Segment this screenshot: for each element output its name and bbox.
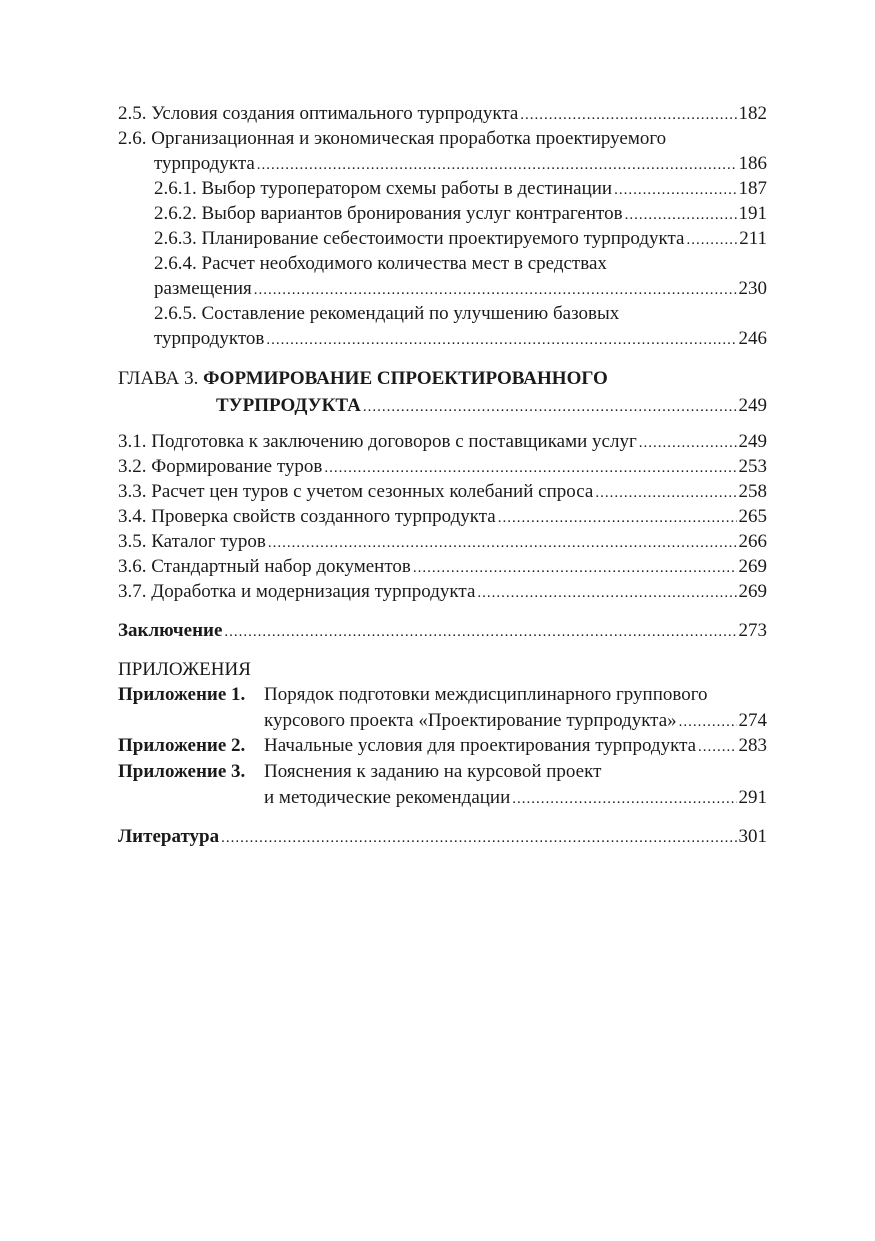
dot-leader xyxy=(224,620,736,645)
toc-title: Проверка свойств созданного турпродукта xyxy=(151,506,496,527)
dot-leader xyxy=(257,153,737,178)
toc-entry-3-7 xyxy=(118,579,767,604)
toc-page: 211 xyxy=(739,228,767,249)
toc-title: Выбор туроператором схемы работы в дестинации xyxy=(201,178,613,199)
appendix-label: Приложение 2. xyxy=(118,735,246,756)
toc-entry-2-6-1 xyxy=(118,176,767,201)
toc-number: 2.6.3. xyxy=(154,228,197,249)
toc-title: и методические рекомендации xyxy=(264,787,511,808)
toc-entry-3-4 xyxy=(118,504,767,529)
toc-title: Подготовка к заключению договоров с поставщиками услуг xyxy=(151,431,637,452)
toc-page: 273 xyxy=(738,620,767,641)
toc-page: 258 xyxy=(738,481,767,502)
toc-number: 3.6. xyxy=(118,556,147,577)
toc-page: 187 xyxy=(738,178,767,199)
toc-entry-literature xyxy=(118,824,767,849)
dot-leader xyxy=(477,581,736,606)
toc-entry-3-2 xyxy=(118,454,767,479)
dot-leader xyxy=(363,394,737,421)
toc-number: 3.4. xyxy=(118,506,147,527)
toc-page: 186 xyxy=(738,153,767,174)
appendix-label: Приложение 1. xyxy=(118,684,246,705)
toc-entry-3-6 xyxy=(118,554,767,579)
toc-number: 2.6.1. xyxy=(154,178,197,199)
toc-page: 301 xyxy=(738,826,767,847)
toc-entry-2-6-2 xyxy=(118,201,767,226)
toc-page: 249 xyxy=(738,431,767,452)
dot-leader xyxy=(698,734,736,760)
toc-title: Порядок подготовки междисциплинарного группового xyxy=(264,684,708,705)
chapter-title: ТУРПРОДУКТА xyxy=(216,395,361,416)
toc-title: Доработка и модернизация турпродукта xyxy=(151,581,476,602)
dot-leader xyxy=(625,203,737,228)
toc-title: Литература xyxy=(118,826,220,847)
toc-page: 269 xyxy=(738,556,767,577)
toc-page: 274 xyxy=(738,710,767,731)
toc-entry-2-6-5-cont xyxy=(118,326,767,351)
toc-title: Формирование туров xyxy=(151,456,323,477)
toc-entry-appendix-2 xyxy=(118,733,767,759)
toc-page: 182 xyxy=(738,103,767,124)
appendices-heading xyxy=(118,657,767,682)
toc-title: турпродукта xyxy=(154,153,255,174)
toc-entry-2-6-4-cont xyxy=(118,276,767,301)
dot-leader xyxy=(268,531,737,556)
toc-entry-2-5 xyxy=(118,101,767,126)
toc-entry-3-3 xyxy=(118,479,767,504)
dot-leader xyxy=(266,328,736,353)
dot-leader xyxy=(498,506,737,531)
toc-page: 269 xyxy=(738,581,767,602)
toc-title: Расчет цен туров с учетом сезонных колебаний спроса xyxy=(151,481,594,502)
dot-leader xyxy=(595,481,736,506)
toc-title: Условия создания оптимального турпродукта xyxy=(151,103,519,124)
toc-entry-3-1 xyxy=(118,429,767,454)
toc-number: 3.2. xyxy=(118,456,147,477)
toc-entry-conclusion xyxy=(118,618,767,643)
toc-entry-2-6 xyxy=(118,126,767,151)
toc-page: 266 xyxy=(738,531,767,552)
dot-leader xyxy=(221,826,736,851)
toc-title: Пояснения к заданию на курсовой проект xyxy=(264,761,602,782)
toc-title: Планирование себестоимости проектируемого турпродукта xyxy=(201,228,685,249)
toc-entry-2-6-4 xyxy=(118,251,767,276)
toc-title: Выбор вариантов бронирования услуг контрагентов xyxy=(201,203,623,224)
dot-leader xyxy=(520,103,736,128)
toc-number: 2.6.5. xyxy=(154,303,197,324)
chapter-title: ФОРМИРОВАНИЕ СПРОЕКТИРОВАННОГО xyxy=(203,368,608,389)
toc-title: Расчет необходимого количества мест в средствах xyxy=(201,253,607,274)
toc-title: курсового проекта «Проектирование турпродукта» xyxy=(264,710,677,731)
toc-entry-2-6-3 xyxy=(118,226,767,251)
toc-title: Стандартный набор документов xyxy=(151,556,411,577)
toc-chapter-3 xyxy=(118,365,767,392)
toc-entry-appendix-3-cont xyxy=(118,785,767,810)
toc-page: 265 xyxy=(738,506,767,527)
toc-number: 2.6.2. xyxy=(154,203,197,224)
toc-number: 2.6. xyxy=(118,128,147,149)
dot-leader xyxy=(686,228,737,253)
toc-number: 3.3. xyxy=(118,481,147,502)
table-of-contents xyxy=(118,101,767,849)
toc-title: Заключение xyxy=(118,620,223,641)
section-heading: ПРИЛОЖЕНИЯ xyxy=(118,659,251,680)
dot-leader xyxy=(413,556,737,581)
appendix-label: Приложение 3. xyxy=(118,761,246,782)
toc-page: 249 xyxy=(738,395,767,416)
toc-number: 2.6.4. xyxy=(154,253,197,274)
toc-title: Начальные условия для проектирования турпродукта xyxy=(264,735,697,756)
toc-page: 246 xyxy=(738,328,767,349)
toc-entry-appendix-1 xyxy=(118,682,767,708)
dot-leader xyxy=(324,456,736,481)
toc-entry-2-6-cont xyxy=(118,151,767,176)
toc-title: размещения xyxy=(154,278,252,299)
toc-title: Каталог туров xyxy=(151,531,266,552)
dot-leader xyxy=(639,431,737,456)
dot-leader xyxy=(512,787,736,812)
toc-page: 230 xyxy=(738,278,767,299)
toc-number: 3.7. xyxy=(118,581,147,602)
toc-entry-2-6-5 xyxy=(118,301,767,326)
toc-number: 2.5. xyxy=(118,103,147,124)
toc-number: 3.5. xyxy=(118,531,147,552)
chapter-label: ГЛАВА 3. xyxy=(118,368,199,389)
toc-page: 291 xyxy=(738,787,767,808)
toc-page: 283 xyxy=(738,735,767,756)
toc-title: турпродуктов xyxy=(154,328,265,349)
toc-page: 253 xyxy=(738,456,767,477)
toc-entry-3-5 xyxy=(118,529,767,554)
dot-leader xyxy=(614,178,736,203)
toc-title: Составление рекомендаций по улучшению базовых xyxy=(201,303,620,324)
dot-leader xyxy=(679,710,737,735)
dot-leader xyxy=(254,278,737,303)
toc-entry-appendix-3 xyxy=(118,759,767,785)
toc-number: 3.1. xyxy=(118,431,147,452)
toc-entry-appendix-1-cont xyxy=(118,708,767,733)
toc-page: 191 xyxy=(738,203,767,224)
toc-chapter-3-cont xyxy=(118,392,767,419)
toc-title: Организационная и экономическая проработка проектируемого xyxy=(151,128,667,149)
